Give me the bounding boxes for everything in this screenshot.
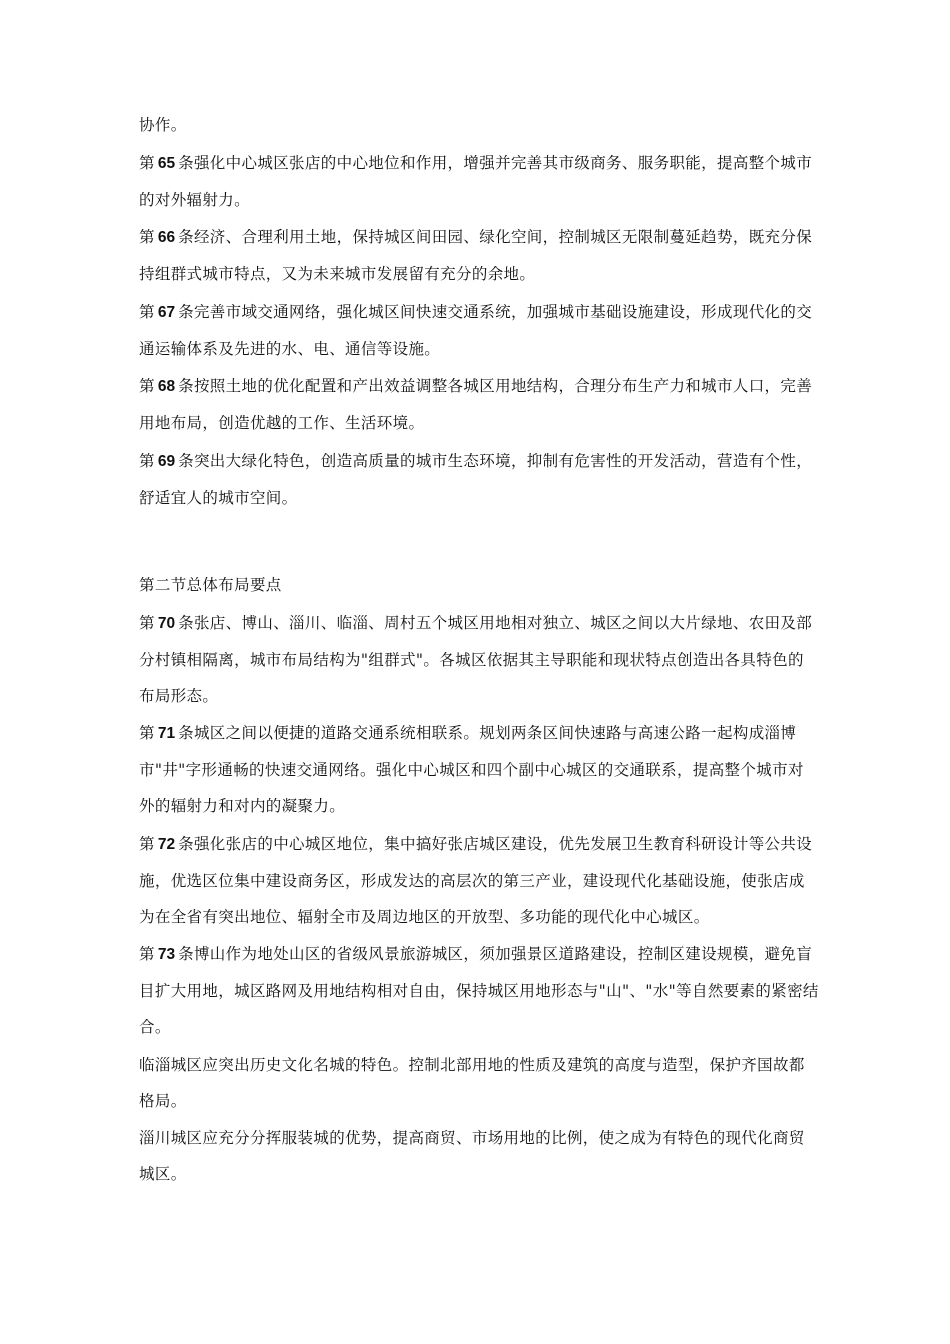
article-66 — [139, 219, 819, 292]
article-70 — [139, 605, 819, 714]
article-text: 条强化张店的中心城区地位，集中搞好张店城区建设，优先发展卫生教育科研设计等公共设施，优选区位集中建设商务区，形成发达的高层次的第三产业，建设现代化基础设施，使张店成为在全省有突出地位、辐射全市及周边地区的开放型、多功能的现代化中心城区。 — [139, 834, 813, 926]
article-prefix: 第 — [139, 302, 155, 321]
article-number: 66 — [157, 229, 176, 246]
document-body — [139, 107, 819, 1194]
zichuan-paragraph: 淄川城区应充分分挥服装城的优势，提高商贸、市场用地的比例，使之成为有特色的现代化商贸城区。 — [139, 1129, 805, 1183]
section-heading: 第二节总体布局要点 — [139, 576, 282, 594]
article-prefix: 第 — [139, 451, 155, 470]
article-73 — [139, 936, 819, 1045]
article-68 — [139, 368, 819, 441]
article-71 — [139, 715, 819, 824]
article-text: 条经济、合理利用土地，保持城区间田园、绿化空间，控制城区无限制蔓延趋势，既充分保持组群式城市特点，又为未来城市发展留有充分的余地。 — [139, 228, 813, 283]
continuation-paragraph: 协作。 — [139, 116, 187, 134]
article-prefix: 第 — [139, 613, 155, 632]
linzi-paragraph: 临淄城区应突出历史文化名城的特色。控制北部用地的性质及建筑的高度与造型，保护齐国故都格局。 — [139, 1055, 805, 1110]
article-text: 条张店、博山、淄川、临淄、周村五个城区用地相对独立、城区之间以大片绿地、农田及部分村镇相隔离，城市布局结构为"组群式"。各城区依据其主导职能和现状特点创造出各具特色的布局形态。 — [139, 613, 813, 705]
article-number: 65 — [157, 154, 176, 172]
article-prefix: 第 — [139, 834, 155, 853]
article-text: 条城区之间以便捷的道路交通系统相联系。规划两条区间快速路与高速公路一起构成淄博市"井"字形通畅的快速交通网络。强化中心城区和四个副中心城区的交通联系，提高整个城市对外的辐射力和对内的凝聚力。 — [139, 724, 804, 815]
article-69 — [139, 443, 819, 516]
article-number: 71 — [157, 725, 176, 742]
article-text: 条强化中心城区张店的中心地位和作用，增强并完善其市级商务、服务职能，提高整个城市的对外辐射力。 — [139, 153, 813, 209]
article-72 — [139, 826, 819, 935]
article-text: 条突出大绿化特色，创造高质量的城市生态环境，抑制有危害性的开发活动，营造有个性，舒适宜人的城市空间。 — [139, 451, 813, 507]
article-number: 70 — [157, 614, 176, 632]
article-prefix: 第 — [139, 228, 155, 246]
article-prefix: 第 — [139, 153, 155, 172]
section-spacer — [139, 517, 819, 567]
article-text: 条完善市域交通网络，强化城区间快速交通系统，加强城市基础设施建设，形成现代化的交通运输体系及先进的水、电、通信等设施。 — [139, 302, 813, 358]
article-number: 67 — [157, 303, 176, 321]
article-prefix: 第 — [139, 724, 155, 742]
article-prefix: 第 — [139, 945, 155, 963]
article-number: 72 — [157, 835, 176, 853]
article-number: 73 — [157, 946, 176, 963]
article-text: 条博山作为地处山区的省级风景旅游城区，须加强景区道路建设，控制区建设规模，避免盲目扩大用地，城区路网及用地结构相对自由，保持城区用地形态与"山"、"水"等自然要素的紧密结合。 — [139, 945, 819, 1036]
article-number: 69 — [157, 452, 176, 470]
article-67 — [139, 294, 819, 367]
article-number: 68 — [157, 378, 176, 395]
article-text: 条按照土地的优化配置和产出效益调整各城区用地结构，合理分布生产力和城市人口，完善用地布局，创造优越的工作、生活环境。 — [139, 377, 813, 432]
article-prefix: 第 — [139, 377, 155, 395]
article-65 — [139, 145, 819, 218]
